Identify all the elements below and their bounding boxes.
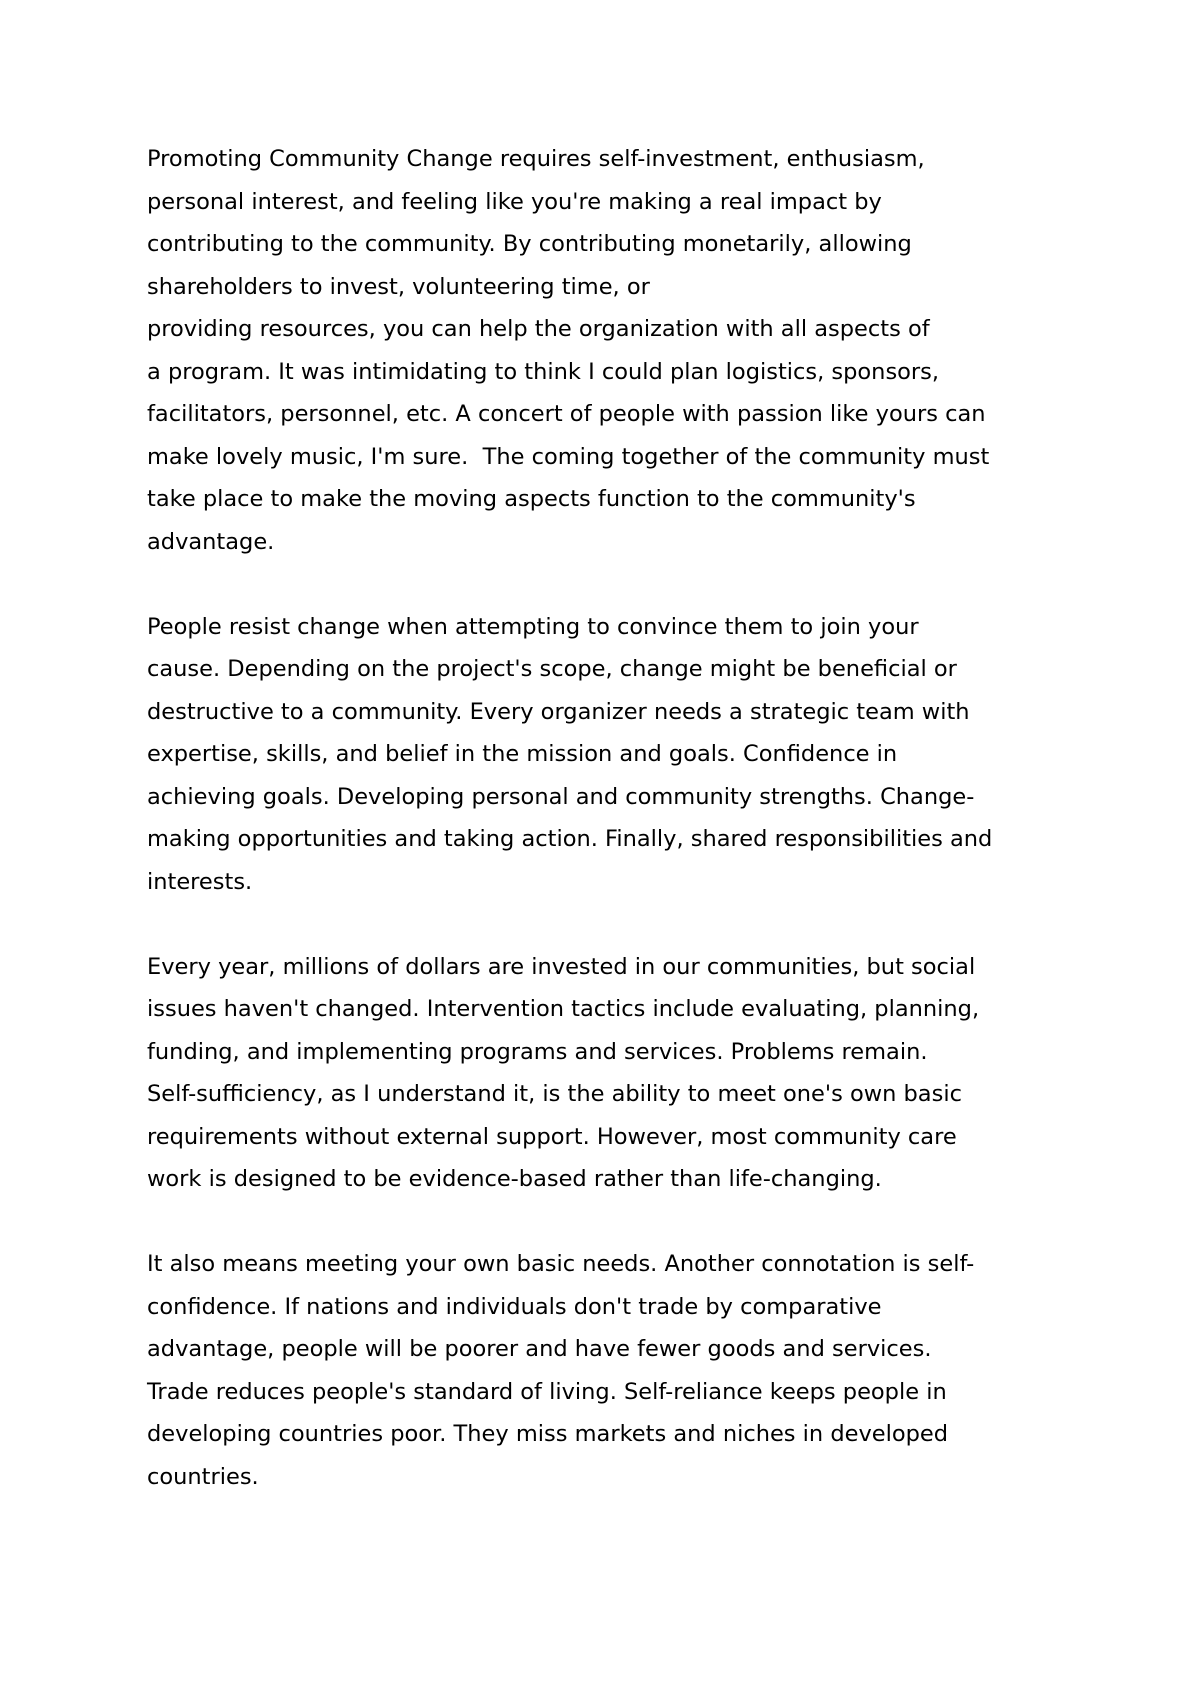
text-line: Self-sufficiency, as I understand it, is the ability to meet one's own basic <box>147 1081 962 1107</box>
text-line: cause. Depending on the project's scope, change might be beneficial or <box>147 656 957 682</box>
text-line: take place to make the moving aspects function to the community's <box>147 486 916 512</box>
text-line: issues haven't changed. Intervention tactics include evaluating, planning, <box>147 996 980 1022</box>
text-line: advantage. <box>147 528 275 555</box>
text-line: requirements without external support. However, most community care <box>147 1123 957 1150</box>
text-line: developing countries poor. They miss markets and niches in developed <box>147 1421 949 1447</box>
text-line: advantage, people will be poorer and have fewer goods and services. <box>147 1336 932 1362</box>
text-line: achieving goals. Developing personal and community strengths. Change- <box>147 783 975 810</box>
text-line: contributing to the community. By contributing monetarily, allowing <box>147 231 912 257</box>
text-line: Promoting Community Change requires self-investment, enthusiasm, <box>147 146 925 172</box>
text-line: a program. It was intimidating to think I could plan logistics, sponsors, <box>147 358 940 385</box>
paragraph-3 <box>147 946 1077 1201</box>
text-line: People resist change when attempting to convince them to join your <box>147 613 919 640</box>
text-line: making opportunities and taking action. Finally, shared responsibilities and <box>147 826 993 852</box>
text-line: Trade reduces people's standard of living. Self-reliance keeps people in <box>147 1378 947 1405</box>
text-line: countries. <box>147 1463 259 1490</box>
text-line: shareholders to invest, volunteering time, or <box>147 273 650 300</box>
text-line: providing resources, you can help the organization with all aspects of <box>147 316 930 342</box>
document-body <box>147 138 1077 1541</box>
text-line: funding, and implementing programs and services. Problems remain. <box>147 1038 928 1065</box>
text-line: destructive to a community. Every organizer needs a strategic team with <box>147 698 970 725</box>
text-line: work is designed to be evidence-based rather than life-changing. <box>147 1166 882 1192</box>
text-line: make lovely music, I'm sure. The coming together of the community must <box>147 443 990 470</box>
text-line: expertise, skills, and belief in the mission and goals. Confidence in <box>147 741 898 767</box>
text-line: interests. <box>147 868 253 895</box>
text-line: Every year, millions of dollars are invested in our communities, but social <box>147 953 976 980</box>
paragraph-2 <box>147 606 1077 904</box>
paragraph-4 <box>147 1243 1077 1498</box>
text-line: personal interest, and feeling like you're making a real impact by <box>147 188 882 215</box>
paragraph-1 <box>147 138 1077 563</box>
text-line: It also means meeting your own basic needs. Another connotation is self- <box>147 1251 975 1277</box>
text-line: facilitators, personnel, etc. A concert of people with passion like yours can <box>147 401 986 427</box>
text-line: confidence. If nations and individuals don't trade by comparative <box>147 1293 882 1320</box>
